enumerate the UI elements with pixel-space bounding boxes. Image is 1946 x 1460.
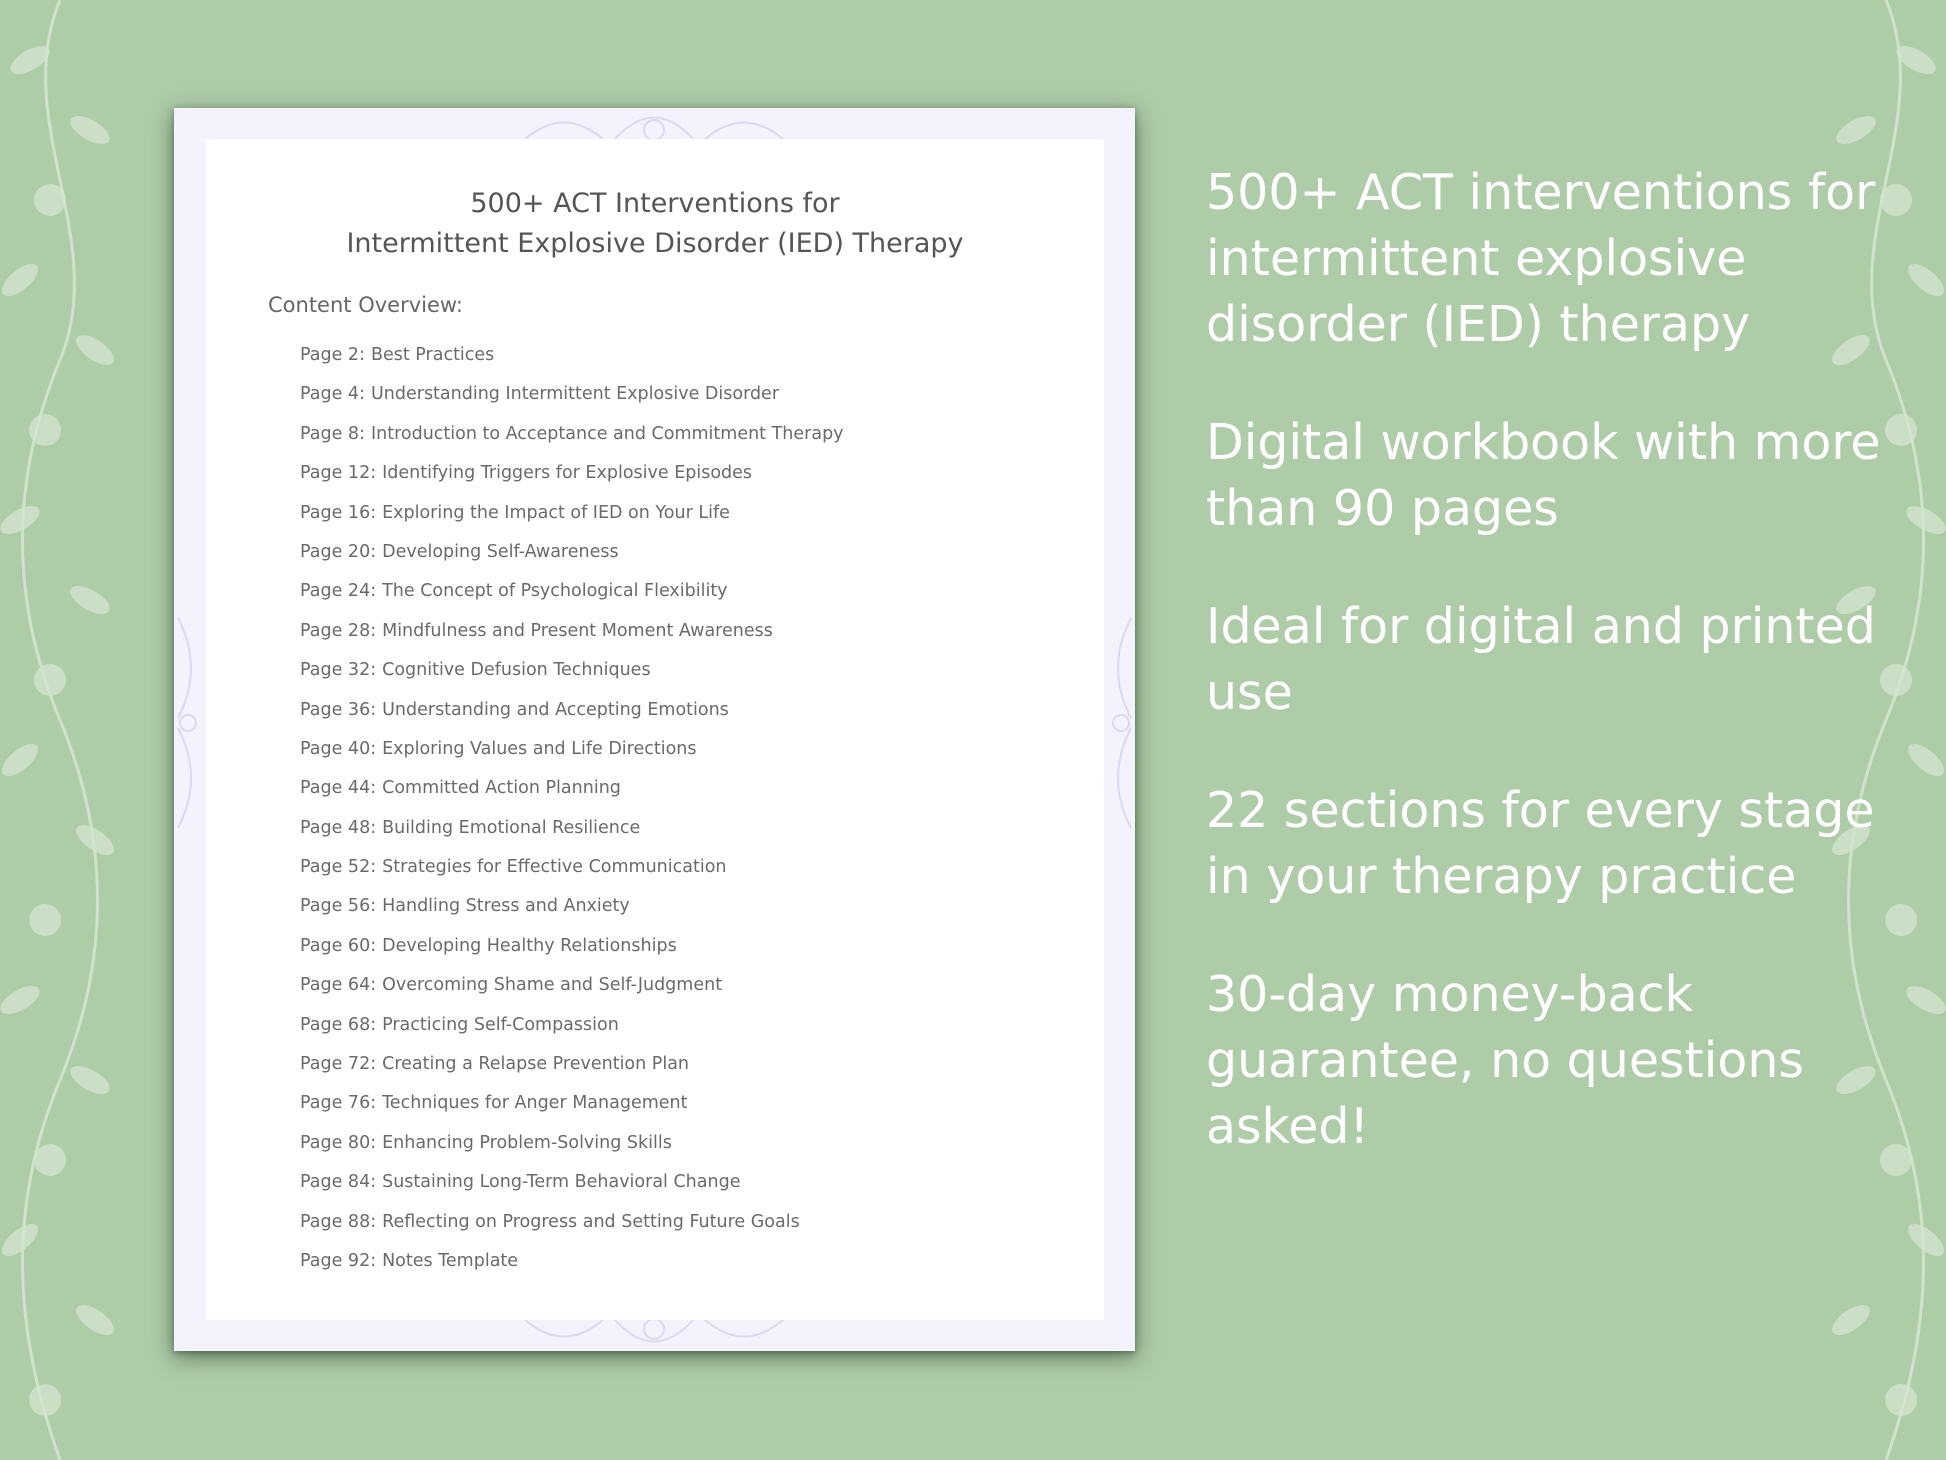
feature-item: 30-day money-back guarantee, no questions asked! — [1206, 966, 1804, 1155]
toc-item — [300, 1170, 844, 1209]
toc-title: Exploring Values and Life Directions — [382, 738, 697, 759]
toc-item — [300, 343, 844, 382]
document-title-line-1: 500+ ACT Interventions for — [470, 188, 840, 219]
toc-item — [300, 619, 844, 658]
toc-page-number: Page 52: — [300, 857, 377, 878]
toc-item — [300, 1013, 844, 1052]
toc-title: Enhancing Problem-Solving Skills — [382, 1132, 672, 1153]
toc-title: Practicing Self-Compassion — [382, 1014, 619, 1035]
toc-page-number: Page 12: — [300, 463, 377, 484]
toc-page-number: Page 64: — [300, 975, 377, 996]
toc-title: Overcoming Shame and Self-Judgment — [382, 975, 723, 996]
document-preview — [174, 108, 1135, 1351]
content-overview-label: Content Overview: — [268, 293, 463, 317]
toc-item — [300, 855, 844, 894]
feature-item: 22 sections for every stage in your therapy practice — [1206, 782, 1875, 905]
document-page — [206, 139, 1104, 1320]
toc-item — [300, 1249, 844, 1288]
toc-title: Committed Action Planning — [382, 778, 621, 799]
toc-page-number: Page 8: — [300, 423, 365, 444]
toc-page-number: Page 44: — [300, 778, 377, 799]
toc-item — [300, 501, 844, 540]
toc-page-number: Page 20: — [300, 541, 377, 562]
mandala-right-icon — [1103, 608, 1135, 838]
toc-page-number: Page 56: — [300, 896, 377, 917]
table-of-contents — [300, 343, 844, 1288]
toc-item — [300, 816, 844, 855]
toc-item — [300, 1210, 844, 1249]
toc-item — [300, 540, 844, 579]
toc-page-number: Page 76: — [300, 1093, 377, 1114]
floral-vine-left-icon — [0, 0, 140, 1460]
toc-page-number: Page 80: — [300, 1132, 377, 1153]
toc-title: The Concept of Psychological Flexibility — [382, 581, 728, 602]
document-title-line-2: Intermittent Explosive Disorder (IED) Therapy — [346, 228, 964, 259]
toc-page-number: Page 28: — [300, 620, 377, 641]
toc-item — [300, 776, 844, 815]
toc-title: Mindfulness and Present Moment Awareness — [382, 620, 773, 641]
toc-item — [300, 461, 844, 500]
toc-title: Understanding and Accepting Emotions — [382, 699, 729, 720]
toc-item — [300, 737, 844, 776]
toc-item — [300, 382, 844, 421]
toc-page-number: Page 36: — [300, 699, 377, 720]
mandala-left-icon — [174, 608, 206, 838]
toc-page-number: Page 88: — [300, 1211, 377, 1232]
toc-title: Best Practices — [370, 345, 495, 365]
toc-item — [300, 973, 844, 1012]
toc-page-number: Page 68: — [300, 1014, 377, 1035]
toc-title: Strategies for Effective Communication — [382, 857, 727, 878]
toc-item — [300, 658, 844, 697]
toc-page-number: Page 32: — [300, 660, 377, 681]
toc-title: Sustaining Long-Term Behavioral Change — [382, 1172, 741, 1193]
toc-title: Understanding Intermittent Explosive Disorder — [370, 384, 780, 405]
toc-title: Identifying Triggers for Explosive Episodes — [382, 463, 753, 484]
toc-title: Reflecting on Progress and Setting Future Goals — [382, 1211, 800, 1232]
toc-page-number: Page 16: — [300, 502, 377, 523]
toc-title: Introduction to Acceptance and Commitment Therapy — [370, 423, 844, 444]
toc-item — [300, 1131, 844, 1170]
toc-title: Notes Template — [382, 1250, 519, 1271]
toc-title: Cognitive Defusion Techniques — [382, 660, 651, 681]
toc-page-number: Page 40: — [300, 738, 377, 759]
toc-item — [300, 422, 844, 461]
toc-item — [300, 894, 844, 933]
toc-title: Exploring the Impact of IED on Your Life — [382, 502, 730, 523]
feature-list — [1206, 160, 1926, 1212]
toc-page-number: Page 92: — [300, 1250, 377, 1271]
toc-title: Developing Self-Awareness — [382, 541, 619, 562]
toc-title: Handling Stress and Anxiety — [382, 896, 630, 917]
toc-item — [300, 934, 844, 973]
toc-page-number: Page 24: — [300, 581, 377, 602]
toc-title: Building Emotional Resilience — [382, 817, 641, 838]
feature-item: Ideal for digital and printed use — [1206, 598, 1876, 721]
toc-page-number: Page 48: — [300, 817, 377, 838]
toc-item — [300, 1052, 844, 1091]
toc-title: Creating a Relapse Prevention Plan — [382, 1054, 690, 1075]
toc-page-number: Page 4: — [300, 384, 365, 405]
toc-title: Developing Healthy Relationships — [382, 935, 677, 956]
toc-page-number: Page 60: — [300, 935, 377, 956]
feature-item: Digital workbook with more than 90 pages — [1206, 414, 1881, 537]
document-title — [206, 184, 1104, 264]
feature-item: 500+ ACT interventions for intermittent explosive disorder (IED) therapy — [1206, 164, 1876, 353]
toc-item — [300, 579, 844, 618]
toc-page-number: Page 2: — [300, 345, 365, 365]
toc-item — [300, 1091, 844, 1130]
toc-page-number: Page 72: — [300, 1054, 377, 1075]
toc-item — [300, 698, 844, 737]
toc-page-number: Page 84: — [300, 1172, 377, 1193]
toc-title: Techniques for Anger Management — [382, 1093, 688, 1114]
